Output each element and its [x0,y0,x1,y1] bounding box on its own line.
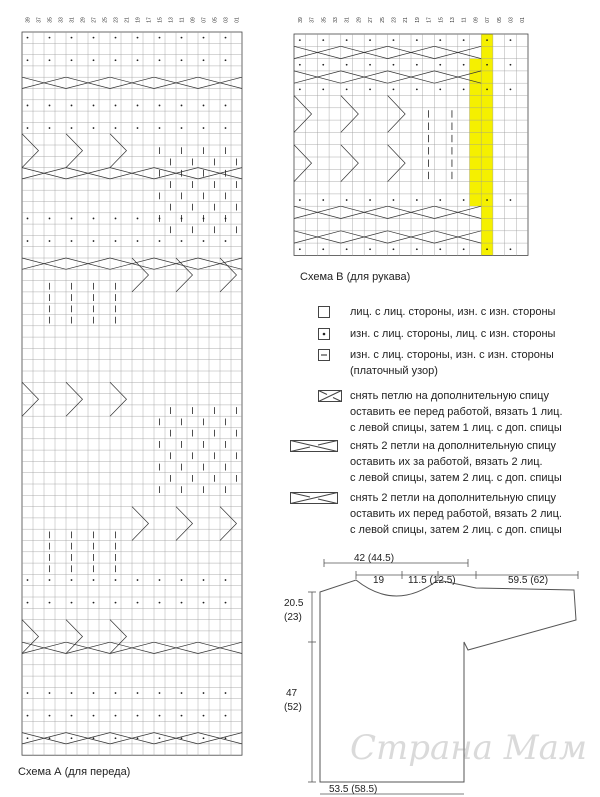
column-label: 19 [414,17,421,23]
purl-dot [203,59,205,61]
purl-dot [159,692,161,694]
purl-dot [137,692,139,694]
purl-dot [159,127,161,129]
purl-dot [115,105,117,107]
purl-dot [181,37,183,39]
purl-dot [181,715,183,717]
chart-b-column-labels [298,17,526,23]
purl-dot [137,105,139,107]
purl-dot [299,39,301,41]
column-label: 11 [461,17,468,23]
purl-dot [225,692,227,694]
purl-dot [49,715,51,717]
legend-text: снять 2 петли на дополнительную спицу [350,440,557,452]
column-label: 05 [496,17,503,23]
purl-dot [137,218,139,220]
column-label: 15 [157,17,164,23]
cable-2-2-back-icon [290,440,338,452]
purl-dot [181,692,183,694]
legend-text: оставить ее перед работой, вязать 1 лиц. [350,406,563,418]
purl-dot [27,737,29,739]
cable-chevron [388,145,406,182]
dim-body-b: (52) [284,702,302,713]
column-label: 13 [449,17,456,23]
purl-dot [93,737,95,739]
purl-dot [225,602,227,604]
purl-dot [27,240,29,242]
purl-dot [49,105,51,107]
purl-dot [439,39,441,41]
purl-dot [393,248,395,250]
purl-dot [225,240,227,242]
legend-text: изн. с лиц. стороны, лиц. с изн. стороны [350,328,556,340]
purl-dot [49,240,51,242]
purl-dot [225,715,227,717]
purl-dot [416,88,418,90]
column-label: 17 [146,17,153,23]
purl-dot [225,127,227,129]
purl-dot [181,59,183,61]
purl-dot [49,127,51,129]
purl-dot [27,37,29,39]
chart-b-caption: Схема В (для рукава) [300,271,411,283]
purl-dot [463,88,465,90]
chart-b-grid [294,34,528,255]
column-label: 39 [25,17,32,23]
purl-dot [299,199,301,201]
column-label: 23 [391,17,398,23]
purl-dot [27,715,29,717]
legend-text: изн. с лиц. стороны, изн. с изн. стороны [350,349,554,361]
column-label: 27 [91,17,98,23]
purl-dot [463,64,465,66]
purl-dot [393,64,395,66]
legend-text: с левой спицы, затем 2 лиц. с доп. спицы [350,524,562,536]
purl-dot [322,39,324,41]
purl-dot [416,199,418,201]
purl-dot [203,692,205,694]
purl-dot [71,218,73,220]
purl-dot [49,218,51,220]
purl-dot [115,37,117,39]
purl-dot [27,579,29,581]
purl-dot [225,105,227,107]
cable-2-2-front-icon [290,492,338,504]
purl-dot [49,737,51,739]
dim-sleeve: 59.5 (62) [508,575,549,586]
cable-chevron [341,96,359,133]
column-label: 05 [212,17,219,23]
column-label: 39 [297,17,304,23]
column-label: 25 [379,17,386,23]
purl-dot [49,579,51,581]
dim-width-top: 42 (44.5) [354,553,395,564]
purl-dot [181,579,183,581]
purl-dot [71,240,73,242]
dim-body-a: 47 [286,688,298,699]
purl-dot [463,248,465,250]
purl-dot [93,602,95,604]
purl-dot [137,737,139,739]
purl-dot [486,39,488,41]
legend-text: снять 2 петли на дополнительную спицу [350,492,557,504]
purl-dot [71,737,73,739]
chart-a-grid [22,32,242,755]
purl-dot [71,715,73,717]
legend-text: (платочный узор) [350,365,438,377]
purl-dot [463,39,465,41]
purl-dot [203,602,205,604]
purl-dot [393,88,395,90]
purl-dot [181,602,183,604]
purl-dot [369,248,371,250]
purl-dot [510,39,512,41]
purl-dot [393,39,395,41]
dim-bottom-width: 53.5 (58.5) [329,784,378,795]
purl-dot [115,240,117,242]
purl-dot [203,37,205,39]
purl-dot [49,692,51,694]
column-label: 09 [190,17,197,23]
purl-dot [322,248,324,250]
purl-dot [159,737,161,739]
column-label: 21 [124,17,131,23]
purl-dot [203,715,205,717]
column-label: 29 [80,17,87,23]
purl-dot [463,199,465,201]
column-label: 35 [321,17,328,23]
purl-dot [49,602,51,604]
column-label: 07 [201,17,208,23]
purl-dot [93,692,95,694]
purl-dot [369,199,371,201]
purl-dot [369,39,371,41]
purl-dot [299,248,301,250]
purl-dot [137,715,139,717]
purl-dot [225,579,227,581]
purl-dot [115,59,117,61]
purl-dot [137,579,139,581]
purl-dot [137,602,139,604]
column-label: 11 [179,17,186,23]
purl-dot [369,88,371,90]
column-label: 33 [332,17,339,23]
column-label: 37 [36,17,43,23]
purl-dot [203,240,205,242]
purl-dot [115,218,117,220]
purl-dot [71,602,73,604]
purl-dot [299,64,301,66]
purl-dot [346,199,348,201]
purl-dot [137,59,139,61]
chart-a-column-labels [26,17,241,23]
purl-dot [322,199,324,201]
column-label: 31 [344,17,351,23]
column-label: 03 [223,17,230,23]
purl-dot [486,64,488,66]
column-label: 09 [473,17,480,23]
purl-dot [115,715,117,717]
purl-dot [510,199,512,201]
purl-dot [393,199,395,201]
purl-dot [159,715,161,717]
cable-chevron [294,96,312,133]
purl-dot [159,579,161,581]
column-label: 35 [47,17,54,23]
purl-dot [203,579,205,581]
legend-text: лиц. с лиц. стороны, изн. с изн. стороны [350,306,556,318]
purl-dot [115,692,117,694]
purl-dot [181,105,183,107]
purl-dot [159,37,161,39]
column-label: 27 [368,17,375,23]
empty-square-icon [318,306,330,318]
purl-dot [159,105,161,107]
cable-chevron [388,96,406,133]
purl-dot [203,737,205,739]
purl-dot [369,64,371,66]
purl-dot [203,127,205,129]
purl-dot [510,248,512,250]
purl-dot [27,218,29,220]
chart-a [16,10,248,762]
purl-dot [181,737,183,739]
purl-dot [115,579,117,581]
purl-dot [439,64,441,66]
purl-dot [225,59,227,61]
purl-dot [27,105,29,107]
purl-dot [322,64,324,66]
column-label: 25 [102,17,109,23]
purl-dot [93,218,95,220]
chart-b [290,10,536,265]
purl-dot [49,37,51,39]
purl-dot [115,602,117,604]
dim-neck: 19 [373,575,385,586]
purl-dot [486,88,488,90]
purl-dot [416,39,418,41]
purl-dot [93,59,95,61]
purl-dot [439,88,441,90]
cable-1-1-front-icon [318,390,342,402]
legend-text: оставить их за работой, вязать 2 лиц. [350,456,543,468]
purl-dot [181,240,183,242]
column-label: 29 [356,17,363,23]
cable-chevron [341,145,359,182]
purl-dot [439,248,441,250]
purl-dot [27,602,29,604]
dim-shoulder: 11.5 (12.5) [408,575,456,586]
purl-dot [225,737,227,739]
legend-text: с левой спицы, затем 2 лиц. с доп. спицы [350,472,562,484]
purl-dot [486,248,488,250]
column-label: 23 [113,17,120,23]
purl-dot [93,240,95,242]
purl-dot [346,88,348,90]
column-label: 01 [520,17,527,23]
purl-dot [115,127,117,129]
purl-dot [137,127,139,129]
column-label: 33 [58,17,65,23]
purl-dot [299,88,301,90]
watermark-logo: Страна Мам [350,728,588,768]
column-label: 21 [403,17,410,23]
purl-dot [510,64,512,66]
column-label: 07 [485,17,492,23]
purl-dot [71,59,73,61]
legend-text: оставить их перед работой, вязать 2 лиц. [350,508,562,520]
purl-dot [181,127,183,129]
purl-dot [486,199,488,201]
purl-dot [416,248,418,250]
column-label: 01 [234,17,241,23]
purl-dot [203,105,205,107]
purl-dot [439,199,441,201]
purl-dot [137,37,139,39]
chart-a-caption: Схема А (для переда) [18,766,131,778]
purl-dot [159,59,161,61]
purl-dot [93,105,95,107]
purl-dot [71,37,73,39]
purl-dot [159,602,161,604]
purl-dot [71,579,73,581]
legend-text: снять петлю на дополнительную спицу [350,390,549,402]
dot-square-icon [318,328,330,340]
purl-dot [49,59,51,61]
purl-dot [71,692,73,694]
purl-dot [346,248,348,250]
dash-square-icon [318,349,330,361]
purl-dot [137,240,139,242]
purl-dot [27,59,29,61]
purl-dot [416,64,418,66]
legend-text: с левой спицы, затем 1 лиц. с доп. спицы [350,422,562,434]
column-label: 31 [69,17,76,23]
purl-dot [27,127,29,129]
purl-dot [93,715,95,717]
purl-dot [93,579,95,581]
purl-dot [27,692,29,694]
dim-armhole-a: 20.5 [284,598,304,609]
purl-dot [115,737,117,739]
purl-dot [71,127,73,129]
column-label: 37 [309,17,316,23]
purl-dot [346,39,348,41]
cable-chevron [294,145,312,182]
purl-dot [225,37,227,39]
purl-dot [93,127,95,129]
column-label: 13 [168,17,175,23]
purl-dot [346,64,348,66]
column-label: 15 [438,17,445,23]
purl-dot [322,88,324,90]
column-label: 19 [135,17,142,23]
purl-dot [93,37,95,39]
purl-dot [159,240,161,242]
column-label: 17 [426,17,433,23]
purl-dot [71,105,73,107]
purl-dot [510,88,512,90]
column-label: 03 [508,17,515,23]
dim-armhole-b: (23) [284,612,302,623]
